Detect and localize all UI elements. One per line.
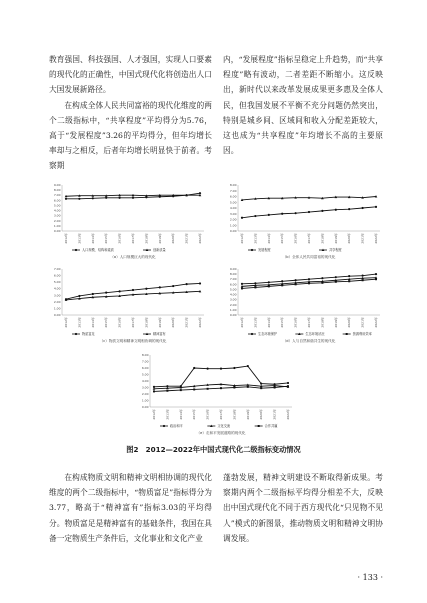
x-tick-label: 2015年 [192,409,197,420]
data-point [193,388,195,390]
chart-svg [136,351,296,437]
data-point [75,249,77,251]
legend-label: 物质富足 [82,332,95,337]
x-tick-label: 2020年 [171,317,176,328]
chart-caption: （a）人口规模巨大的现代化 [110,255,156,259]
y-tick-label: 0.00 [53,229,61,233]
data-point [172,285,174,287]
y-tick-label: 1.00 [229,307,237,312]
data-point [375,273,377,275]
x-tick-label: 2017年 [307,233,311,244]
data-point [105,197,107,199]
x-tick-label: 2016年 [117,317,122,328]
x-tick-label: 2012年 [64,317,68,328]
data-point [254,286,256,288]
x-tick-label: 2018年 [232,409,237,420]
y-tick-label: 1.00 [53,306,61,311]
legend-label: 生态环境状况 [305,332,325,337]
data-point [260,387,262,389]
x-tick-label: 2017年 [219,409,223,420]
x-tick-label: 2015年 [104,317,109,328]
chart-caption: （d）人与自然和谐共生的现代化 [282,339,336,343]
data-point [247,386,249,388]
x-tick-label: 2017年 [307,317,311,328]
data-point [268,214,270,216]
data-point [233,367,235,369]
data-point [78,198,80,200]
data-point [348,280,350,282]
x-tick-label: 2016年 [293,233,298,244]
y-tick-label: 0.00 [141,405,149,409]
x-tick-label: 2021年 [360,233,365,244]
y-tick-label: 7.00 [53,267,61,271]
chart-svg [48,265,208,345]
data-point [207,388,209,390]
data-point [287,382,289,384]
x-tick-label: 2019年 [333,233,338,244]
data-point [220,387,222,389]
y-tick-label: 8.00 [229,183,237,187]
data-point [254,215,256,217]
y-tick-label: 3.00 [229,297,237,302]
x-tick-label: 2020年 [347,317,352,328]
data-point [281,213,283,215]
legend-label: 政治和平 [170,424,183,429]
chart-svg [224,181,384,261]
data-point [268,285,270,287]
legend-label: 共享程度 [329,248,342,253]
y-tick-label: 1.00 [229,223,237,228]
data-point [220,368,222,370]
data-point [268,281,270,283]
x-tick-label: 2015年 [280,317,285,328]
y-tick-label: 7.00 [141,359,149,364]
y-tick-label: 7.00 [53,193,61,198]
data-point [132,289,134,291]
data-point [362,207,364,209]
x-tick-label: 2016年 [117,233,122,244]
chart-4 [136,351,296,437]
data-point [362,275,364,277]
figure-charts [48,181,384,437]
x-tick-label: 2020年 [347,233,352,244]
data-point [132,197,134,199]
x-tick-label: 2012年 [240,317,244,328]
x-tick-label: 2018年 [320,233,325,244]
data-point [92,197,94,199]
y-tick-label: 0.00 [229,313,237,317]
x-tick-label: 2012年 [64,233,68,244]
x-tick-label: 2014年 [266,317,271,328]
data-point [186,283,188,285]
y-tick-label: 1.00 [53,223,61,228]
y-tick-label: 0.00 [229,229,237,233]
figure-caption: 图2 2012—2022年中国式现代化二级指标变动情况 [126,445,301,454]
legend-label: 合作共赢 [264,424,278,429]
y-tick-label: 4.00 [141,379,149,383]
data-point [166,390,168,392]
x-tick-label: 2013年 [253,233,258,244]
data-point [335,276,337,278]
y-tick-label: 2.00 [53,299,61,304]
x-tick-label: 2022年 [198,317,202,328]
y-tick-label: 5.00 [53,280,61,285]
x-tick-label: 2013年 [77,317,82,328]
x-tick-label: 2017年 [131,233,135,244]
y-tick-label: 6.00 [53,198,61,203]
data-point [119,197,121,199]
data-point [348,208,350,210]
chart-1 [224,181,384,261]
chart-caption: （e）走和平发展道路的现代化 [196,431,246,435]
data-point [362,279,364,281]
x-tick-label: 2018年 [144,233,149,244]
data-point [251,333,253,335]
y-tick-label: 5.00 [229,200,237,205]
series-1 [241,276,378,287]
y-tick-label: 3.00 [141,385,149,390]
data-point [241,217,243,219]
data-point [308,211,310,213]
legend-label: 人口规模、结构和素质 [82,248,114,253]
y-tick-label: 3.00 [53,293,61,298]
y-tick-label: 9.00 [53,183,61,187]
x-tick-label: 2018年 [320,317,325,328]
data-point [180,389,182,391]
paragraph: 教育强国、科技强国、人才强国，实现人口要素的现代化的正确性，中国式现代化将创造出人口大国发展新路径。 [49,55,212,95]
y-tick-label: 5.00 [53,203,61,208]
x-tick-label: 2014年 [90,317,95,328]
x-tick-label: 2019年 [245,409,250,420]
chart-0 [48,181,208,261]
x-tick-label: 2012年 [240,233,244,244]
y-tick-label: 4.00 [53,208,61,213]
data-point [295,283,297,285]
x-tick-label: 2017年 [131,317,135,328]
text-column-bottom-right [223,470,383,546]
data-point [335,209,337,211]
x-tick-label: 2014年 [90,233,95,244]
page-number: · 133 · [357,573,383,582]
data-point [308,282,310,284]
x-tick-label: 2014年 [266,233,271,244]
legend-label: 发展程度 [258,248,271,253]
y-tick-label: 9.00 [229,267,237,271]
x-tick-label: 2021年 [272,409,277,420]
legend-label: 文化交流 [217,424,231,429]
y-tick-label: 2.00 [229,302,237,307]
data-point [295,212,297,214]
y-tick-label: 2.00 [229,217,237,222]
data-point [92,293,94,295]
x-tick-label: 2016年 [293,317,298,328]
data-point [75,333,77,335]
text-column-bottom-left [49,470,212,546]
data-point [348,275,350,277]
y-tick-label: 6.00 [141,366,149,370]
data-point [247,365,249,367]
data-point [308,278,310,280]
data-point [321,277,323,279]
series-line [66,283,200,299]
x-tick-label: 2022年 [374,317,378,328]
data-point [153,390,155,392]
y-tick-label: 6.00 [53,273,61,278]
y-tick-label: 5.00 [141,372,149,377]
x-tick-label: 2013年 [253,317,258,328]
x-tick-label: 2018年 [144,317,149,328]
data-point [241,283,243,285]
chart-3 [224,265,384,345]
x-tick-label: 2016年 [205,409,210,420]
data-point [193,367,195,369]
y-tick-label: 5.00 [229,287,237,292]
data-point [321,210,323,212]
data-point [199,282,201,284]
data-point [159,286,161,288]
legend-label: 生态环境保护 [258,332,278,337]
paragraph: 蓬勃发展，精神文明建设不断取得新成果。考察期内两个二级指标平均得分相差不大，反映出中国式现代化不同于西方现代化“只见物不见人”模式的新图景，推动物质文明和精神文明协调发展。 [223,473,383,543]
x-tick-label: 2022年 [198,233,202,244]
data-point [65,198,67,200]
x-tick-label: 2014年 [178,409,183,420]
y-tick-label: 3.00 [229,211,237,216]
data-point [78,295,80,297]
y-tick-label: 4.00 [229,206,237,210]
paragraph: 在构成物质文明和精神文明相协调的现代化维度的两个二级指标中，“物质富足”指标得分为3.77，略高于“精神富有”指标3.03的平均得分。物质富足是精神富有的基础条件，我国在具备一定物质生产条件后，文化事业和文化产业 [49,473,212,543]
x-tick-label: 2020年 [259,409,264,420]
legend-label: 资源利用效率 [352,332,372,337]
chart-caption: （b）全体人民共同富裕的现代化 [282,255,336,259]
data-point [260,383,262,385]
y-tick-label: 1.00 [141,398,149,403]
chart-svg [48,181,208,261]
data-point [258,425,260,427]
y-tick-label: 8.00 [141,353,149,357]
data-point [281,280,283,282]
x-tick-label: 2013年 [77,233,82,244]
x-tick-label: 2021年 [184,317,189,328]
data-point [335,281,337,283]
data-point [241,287,243,289]
data-point [321,282,323,284]
x-tick-label: 2019年 [157,233,162,244]
x-tick-label: 2019年 [333,317,338,328]
x-tick-label: 2012年 [152,409,156,420]
chart-2 [48,265,208,345]
data-point [119,290,121,292]
data-point [346,333,348,335]
x-tick-label: 2019年 [157,317,162,328]
chart-caption: （c）物质文明和精神文明相协调的现代化 [99,339,167,343]
paragraph: 内，“发展程度”指标呈稳定上升趋势，而“共享程度”略有波动，二者差距不断缩小。这反映出，新时代以来改革发展成果更多惠及全体人民，但我国发展不平衡不充分问题仍然突出，特别是城乡间、区域间和收入分配差距较大，这也成为“共享程度”年均增长不高的主要原因。 [223,55,383,156]
x-tick-label: 2021年 [184,233,189,244]
y-tick-label: 4.00 [53,286,61,291]
data-point [281,284,283,286]
x-tick-label: 2022年 [286,409,290,420]
x-tick-label: 2015年 [104,233,109,244]
data-point [251,249,253,251]
series-1 [241,195,378,201]
data-point [295,279,297,281]
data-point [207,368,209,370]
x-tick-label: 2020年 [171,233,176,244]
y-tick-label: 4.00 [229,292,237,297]
data-point [274,387,276,389]
y-tick-label: 2.00 [53,218,61,223]
y-tick-label: 7.00 [229,277,237,282]
legend-label: 创新质量 [153,248,166,253]
text-column-top-left [49,52,212,174]
y-tick-label: 0.00 [53,313,61,317]
data-point [233,387,235,389]
chart-svg [224,265,384,345]
data-point [287,385,289,387]
y-tick-label: 8.00 [229,272,237,277]
y-tick-label: 6.00 [229,282,237,287]
data-point [145,288,147,290]
y-tick-label: 7.00 [229,188,237,193]
y-tick-label: 3.00 [53,213,61,218]
x-tick-label: 2015年 [280,233,285,244]
data-point [163,425,165,427]
y-tick-label: 2.00 [141,392,149,396]
y-tick-label: 8.00 [53,188,61,193]
text-column-top-right [223,52,383,158]
paragraph: 在构成全体人民共同富裕的现代化维度的两个二级指标中，“共享程度”平均得分为5.76，高于“发展程度”3.26的平均得分，但年均增长率却与之相反，后者年均增长明显快于前者。考察期 [49,100,212,171]
y-tick-label: 6.00 [229,194,237,199]
data-point [105,292,107,294]
x-tick-label: 2022年 [374,233,378,244]
legend-label: 精神富有 [153,332,166,337]
x-tick-label: 2021年 [360,317,365,328]
series-0 [241,206,377,219]
data-point [375,206,377,208]
data-point [375,278,377,280]
x-tick-label: 2013年 [165,409,170,420]
